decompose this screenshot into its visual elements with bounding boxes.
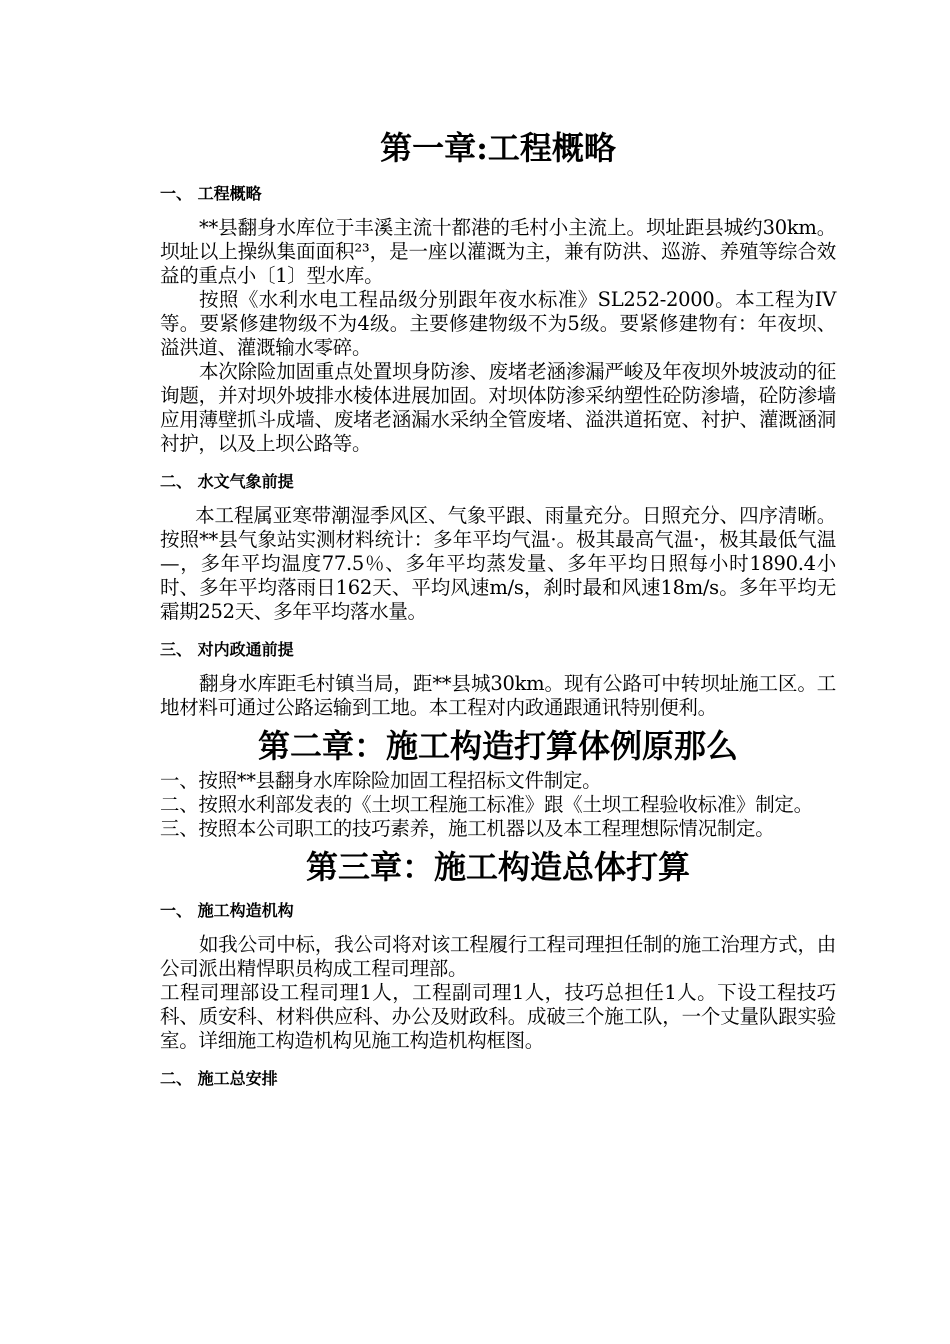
section-3-2-title: 二、 施工总安排 (160, 1068, 278, 1088)
section-1-1-paragraph-2: 按照《水利水电工程品级分别跟年夜水标准》SL252-2000。本工程为IV等。要紧修建物级不为4级。主要修建物级不为5级。要紧修建物有：年夜坝、溢洪道、灌溉输水零碎。 (160, 287, 836, 359)
section-3-1-paragraph-2: 工程司理部设工程司理1人，工程副司理1人，技巧总担任1人。下设工程技巧科、质安科、材料供应科、办公及财政科。成破三个施工队，一个丈量队跟实验室。详细施工构造机构见施工构造机构框图。 (160, 980, 836, 1052)
document-page (160, 120, 836, 1101)
chapter-3-title: 第三章：施工构造总体打算 (305, 848, 690, 887)
section-1-1-title: 一、 工程概略 (160, 183, 262, 203)
chapter-2-title: 第二章：施工构造打算体例原那么 (257, 726, 738, 765)
section-1-3-title: 三、 对内政通前提 (160, 639, 294, 659)
section-1-2-paragraph-1: 本工程属亚寒带潮湿季风区、气象平跟、雨量充分。日照充分、四序清晰。按照**县气象站实测材料统计：多年平均气温·。极其最高气温·，极其最低气温—，多年平均温度77.5％、多年平均蒸发量、多年平均日照每小时1890.4小时、多年平均落雨日162天、平均风速m/s，刹时最和风速18m/s。多年平均无霜期252天、多年平均落水量。 (160, 503, 836, 623)
section-3-1-paragraph-1: 如我公司中标，我公司将对该工程履行工程司理担任制的施工治理方式，由公司派出精悍职员构成工程司理部。 (160, 932, 836, 980)
section-1-3-paragraph-1: 翻身水库距毛村镇当局，距**县城30km。现有公路可中转坝址施工区。工地材料可通过公路运输到工地。本工程对内政通跟通讯特别便利。 (160, 671, 836, 719)
section-3-1-title: 一、 施工构造机构 (160, 900, 294, 920)
chapter-2-item-1: 一、按照**县翻身水库除险加固工程招标文件制定。 (160, 769, 602, 793)
chapter-2-item-3: 三、按照本公司职工的技巧素养，施工机器以及本工程理想际情况制定。 (160, 817, 775, 841)
section-1-2-title: 二、 水文气象前提 (160, 471, 294, 491)
section-1-1-paragraph-1: **县翻身水库位于丰溪主流十都港的毛村小主流上。坝址距县城约30km。坝址以上操纵集面面积²³，是一座以灌溉为主，兼有防洪、巡游、养殖等综合效益的重点小〔1〕型水库。 (160, 215, 836, 287)
chapter-2-item-2: 二、按照水利部发表的《土坝工程施工标准》跟《土坝工程验收标准》制定。 (160, 793, 813, 817)
section-1-1-paragraph-3: 本次除险加固重点处置坝身防渗、废堵老涵渗漏严峻及年夜坝外坡波动的征询题，并对坝外坡排水棱体进展加固。对坝体防渗采纳塑性砼防渗墙，砼防渗墙应用薄壁抓斗成墙、废堵老涵漏水采纳全管废堵、溢洪道拓宽、衬护、灌溉涵洞衬护，以及上坝公路等。 (160, 359, 836, 455)
chapter-1-title: 第一章:工程概略 (380, 129, 616, 167)
